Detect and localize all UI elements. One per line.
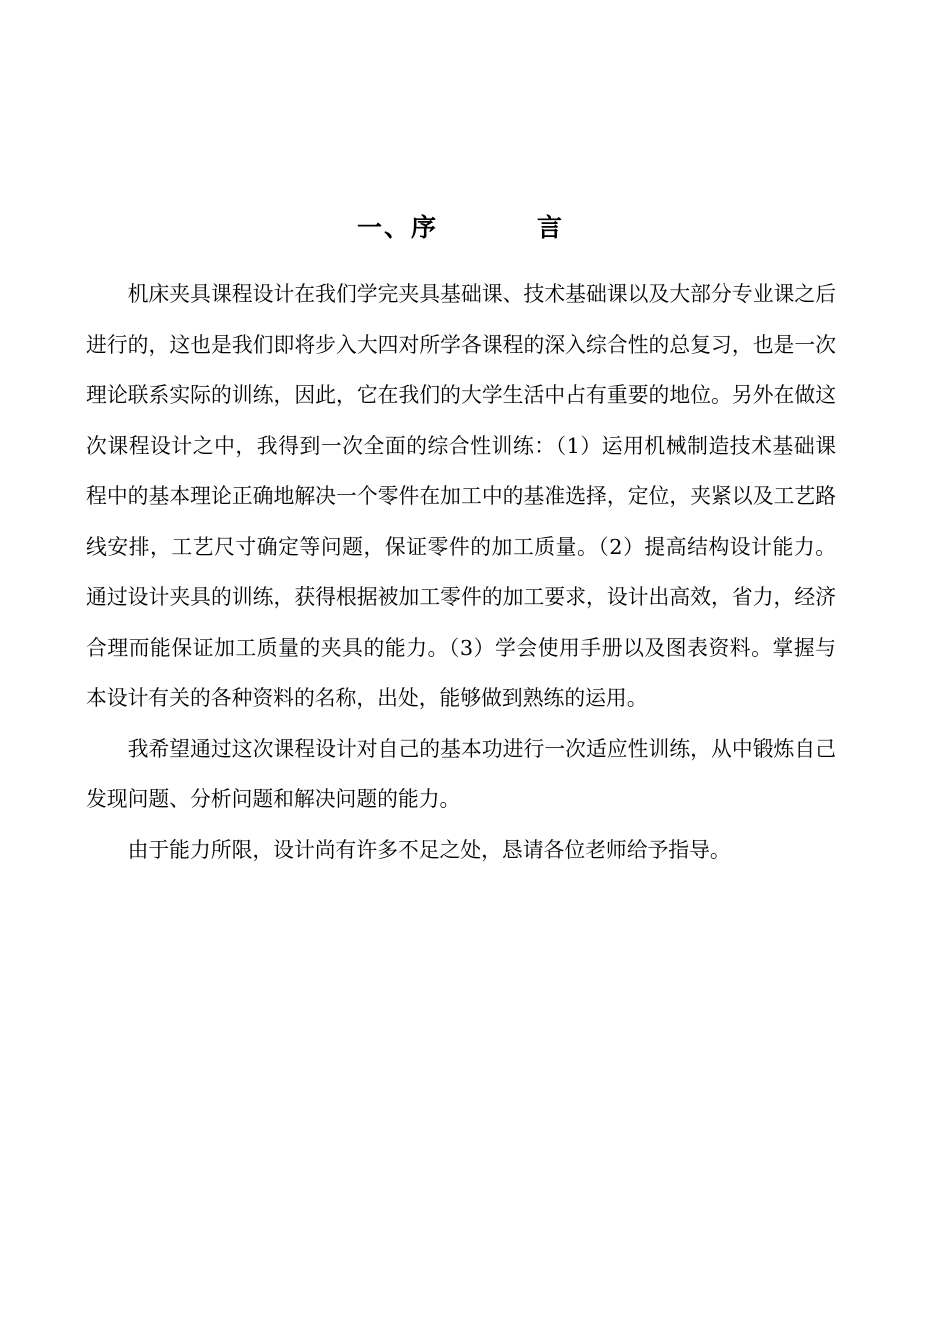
paragraph-intro: 机床夹具课程设计在我们学完夹具基础课、技术基础课以及大部分专业课之后进行的，这也是我们即将步入大四对所学各课程的深入综合性的总复习，也是一次理论联系实际的训练，因此，它在我们的大学生活中占有重要的地位。另外在做这次课程设计之中，我得到一次全面的综合性训练：（1）运用机械制造技术基础课程中的基本理论正确地解决一个零件在加工中的基准选择，定位，夹紧以及工艺路线安排，工艺尺寸确定等问题，保证零件的加工质量。（2）提高结构设计能力。通过设计夹具的训练，获得根据被加工零件的加工要求，设计出高效，省力，经济合理而能保证加工质量的夹具的能力。（3）学会使用手册以及图表资料。掌握与本设计有关的各种资料的名称，出处，能够做到熟练的运用。	[86, 282, 836, 710]
paragraph-hope: 我希望通过这次课程设计对自己的基本功进行一次适应性训练，从中锻炼自己发现问题、分析问题和解决问题的能力。	[86, 736, 836, 811]
body-text	[86, 269, 836, 875]
title-right: 言	[537, 213, 563, 242]
paragraph-closing: 由于能力所限，设计尚有许多不足之处，恳请各位老师给予指导。	[127, 837, 731, 862]
title-left: 一、序	[357, 213, 439, 242]
page-title	[0, 208, 950, 248]
